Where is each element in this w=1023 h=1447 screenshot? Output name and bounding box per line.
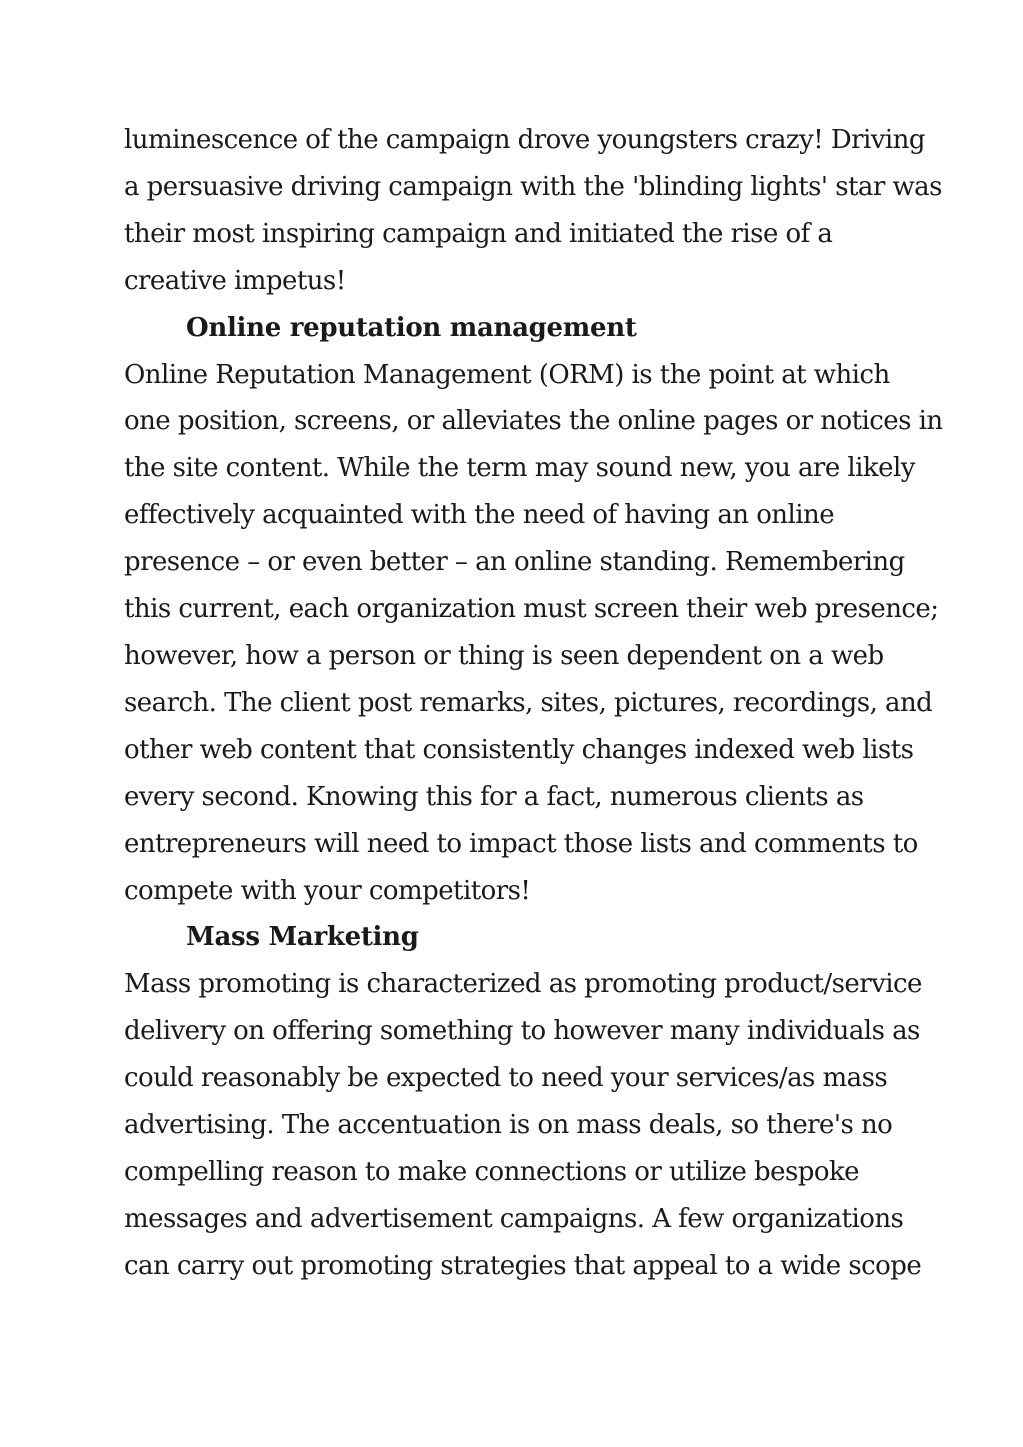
paragraph-line: compete with your competitors! [124, 875, 531, 906]
paragraph-line: messages and advertisement campaigns. A few organizations [124, 1203, 904, 1234]
paragraph-line: other web content that consistently changes indexed web lists [124, 734, 914, 765]
paragraph-line: luminescence of the campaign drove youngsters crazy! Driving [124, 125, 925, 155]
section-heading-online-reputation: Online reputation management [186, 312, 637, 343]
paragraph-line: every second. Knowing this for a fact, numerous clients as [124, 781, 864, 812]
paragraph-line: compelling reason to make connections or utilize bespoke [124, 1156, 860, 1187]
paragraph-line: effectively acquainted with the need of having an online [124, 500, 835, 531]
intro-paragraph [124, 117, 942, 305]
paragraph-line: advertising. The accentuation is on mass deals, so there's no [124, 1110, 893, 1141]
orm-paragraph [124, 352, 943, 915]
paragraph-line: this current, each organization must screen their web presence; [124, 594, 939, 625]
paragraph-line: creative impetus! [124, 265, 346, 296]
paragraph-line: their most inspiring campaign and initiated the rise of a [124, 218, 833, 249]
paragraph-line: presence – or even better – an online standing. Remembering [124, 547, 905, 578]
document-body [124, 117, 943, 1290]
paragraph-line: one position, screens, or alleviates the online pages or notices in [124, 406, 943, 437]
paragraph-line: delivery on offering something to however many individuals as [124, 1016, 920, 1047]
paragraph-line: entrepreneurs will need to impact those lists and comments to [124, 828, 918, 859]
paragraph-line: search. The client post remarks, sites, pictures, recordings, and [124, 687, 933, 718]
mass-marketing-paragraph [124, 961, 922, 1289]
section-heading-mass-marketing: Mass Marketing [186, 922, 419, 953]
paragraph-line: Mass promoting is characterized as promoting product/service [124, 969, 922, 1000]
paragraph-line: however, how a person or thing is seen dependent on a web [124, 640, 884, 671]
paragraph-line: could reasonably be expected to need your services/as mass [124, 1063, 888, 1094]
paragraph-line: the site content. While the term may sound new, you are likely [124, 453, 915, 484]
paragraph-line: can carry out promoting strategies that appeal to a wide scope [124, 1250, 922, 1281]
paragraph-line: a persuasive driving campaign with the 'blinding lights' star was [124, 171, 942, 202]
paragraph-line: Online Reputation Management (ORM) is the point at which [124, 359, 890, 390]
